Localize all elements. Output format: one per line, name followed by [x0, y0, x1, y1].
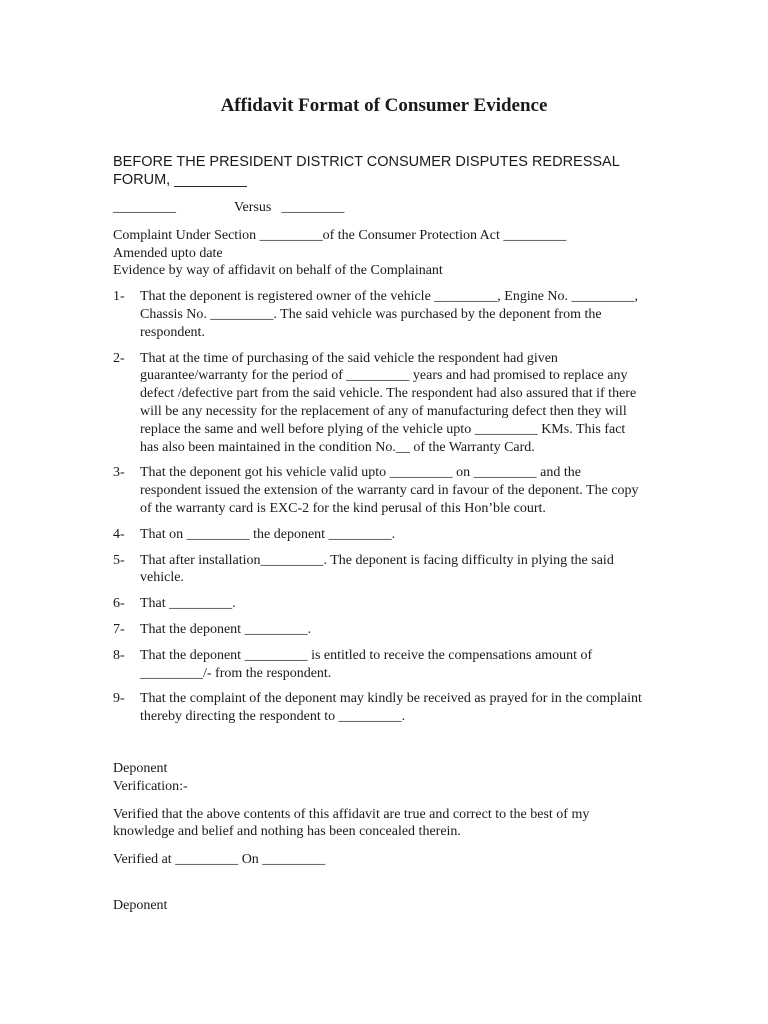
item-number: 8-	[113, 647, 125, 663]
evidence-line: Evidence by way of affidavit on behalf of the Complainant	[113, 263, 443, 279]
item-text: That after installation_________. The deponent is facing difficulty in plying the said vehicle.	[140, 552, 614, 586]
party-left: _________	[113, 200, 176, 215]
amended-line: Amended upto date	[113, 245, 223, 261]
item-number: 4-	[113, 526, 125, 542]
list-item	[113, 526, 643, 544]
party-right: _________	[281, 200, 345, 215]
item-text: That the deponent _________ is entitled to receive the compensations amount of _________/- from the respondent.	[140, 647, 593, 681]
item-text: That the deponent got his vehicle valid upto _________ on _________ and the respondent issued the extension of the warranty card in favour of the deponent. The copy of the warranty card is EXC-2 for the kind perusal of this Hon’ble court.	[140, 465, 639, 516]
verification-text: Verified that the above contents of this affidavit are true and correct to the best of my knowledge and belief and nothing has been concealed therein.	[113, 806, 590, 840]
item-number: 3-	[113, 465, 125, 481]
document-body	[113, 153, 643, 915]
item-number: 2-	[113, 350, 125, 366]
item-number: 1-	[113, 289, 125, 305]
list-item	[113, 647, 643, 683]
list-item	[113, 552, 643, 588]
item-text: That the deponent is registered owner of the vehicle _________, Engine No. _________, Chassis No. _________. The said vehicle was purchased by the deponent from the respondent.	[140, 289, 639, 340]
list-item	[113, 350, 643, 457]
verification-label: Verification:-	[113, 778, 188, 794]
court-line: BEFORE THE PRESIDENT DISTRICT CONSUMER DISPUTES REDRESSAL FORUM, _________	[113, 154, 620, 188]
list-item	[113, 690, 643, 726]
document-title: Affidavit Format of Consumer Evidence	[220, 95, 548, 116]
item-number: 5-	[113, 552, 125, 568]
verified-at-line: Verified at _________ On _________	[113, 852, 326, 868]
item-text: That _________.	[140, 596, 236, 612]
complaint-section-line: Complaint Under Section _________of the Consumer Protection Act _________	[113, 227, 567, 243]
item-text: That the deponent _________.	[140, 621, 312, 637]
parties-line	[113, 199, 643, 217]
item-number: 9-	[113, 691, 125, 707]
item-number: 6-	[113, 596, 125, 612]
list-item	[113, 464, 643, 517]
item-text: That on _________ the deponent _________.	[140, 526, 396, 542]
list-item	[113, 288, 643, 341]
deponent-signature-label: Deponent	[113, 897, 168, 913]
list-item	[113, 621, 643, 639]
item-text: That the complaint of the deponent may kindly be received as prayed for in the complaint thereby directing the respondent to _________.	[140, 691, 642, 725]
list-item	[113, 595, 643, 613]
deponent-label: Deponent	[113, 760, 168, 776]
item-text: That at the time of purchasing of the said vehicle the respondent had given guarantee/warranty for the period of _________ years and had promised to replace any defect /defective part from the said vehicle. The respondent had also assured that if there will be any necessity for the replacement of any of manufacturing defect then they will replace the same and well before plying of the vehicle upto _________ KMs. This fact has also been maintained in the condition No.__ of the Warranty Card.	[140, 350, 637, 455]
item-number: 7-	[113, 621, 125, 637]
numbered-items	[113, 288, 643, 726]
versus-label: Versus	[234, 200, 272, 215]
